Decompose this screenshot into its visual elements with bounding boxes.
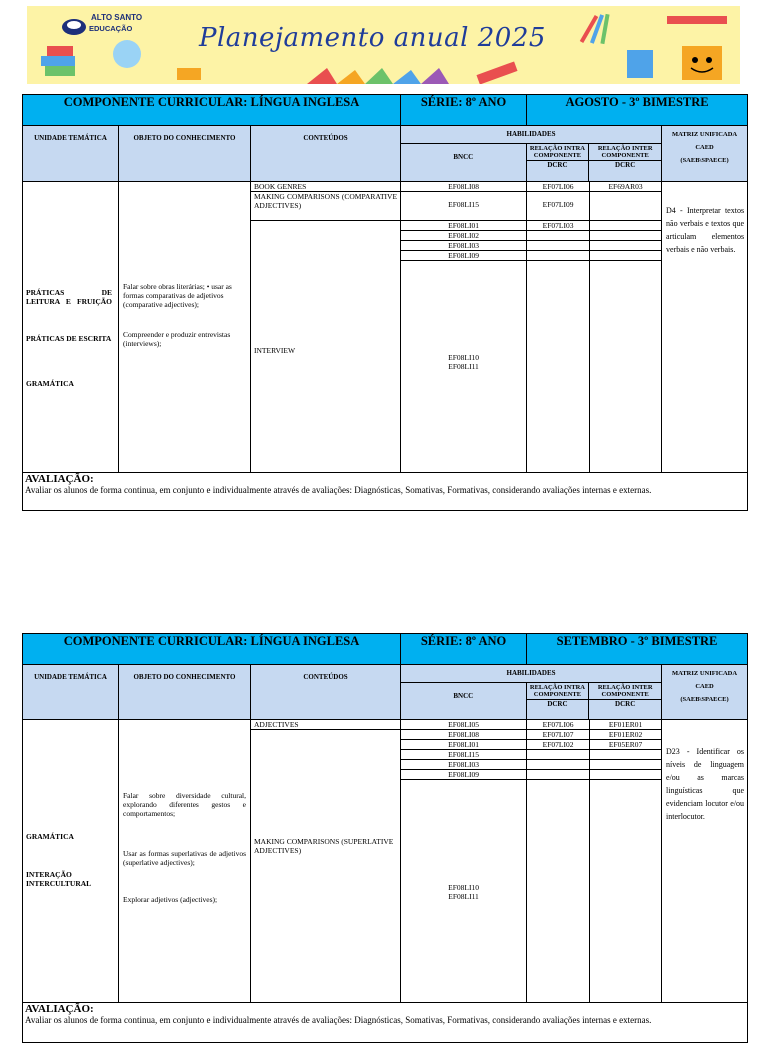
inter-1: EF01ER01 [590,720,661,730]
col-objeto-conhecimento: OBJETO DO CONHECIMENTO [119,665,251,720]
inter-label [589,683,661,719]
avaliacao-text: Avaliar os alunos de forma continua, em conjunto e individualmente através de avaliações: Diagnósticas, Somativas, Formativas, considerando avaliações internas e externas. [25,485,652,495]
conteudo-3: INTERVIEW [254,346,296,355]
intra-empty-5 [527,241,589,251]
logo-icon [61,15,87,37]
inter-3: EF05ER07 [590,740,661,750]
conteudo-1: BOOK GENRES [251,182,400,192]
col-unidade-tematica: UNIDADE TEMÁTICA [23,126,119,182]
inter-text: RELAÇÃO INTER COMPONENTE [597,684,653,698]
periodo-label: SETEMBRO - 3º BIMESTRE [527,634,748,665]
intra-empty-5 [527,760,589,770]
bncc-3: EF08LI01 [401,221,526,231]
bncc-5: EF08LI03 [401,241,526,251]
inter-cell [590,720,662,1003]
inter-dcrc: DCRC [589,699,661,708]
bncc-cell [401,182,527,473]
intra-1: EF07LI06 [527,182,589,192]
inter-empty-6 [590,770,661,780]
inter-empty-5 [590,241,661,251]
matriz-label: MATRIZ UNIFICADA [672,670,738,677]
unidade-3: GRAMÁTICA [26,379,74,388]
intra-2: EF07LI07 [527,730,589,740]
objeto-2: Compreender e produzir entrevistas (interviews); [123,330,231,348]
intra-text: RELAÇÃO INTRA COMPONENTE [529,684,585,698]
col-matriz-caed [662,665,748,720]
inter-dcrc: DCRC [589,160,661,169]
caed-label: CAED [695,683,714,690]
bncc-extra: EF08LI10 EF08LI11 [448,883,479,901]
periodo-label: AGOSTO - 3º BIMESTRE [527,95,748,126]
bncc-4: EF08LI15 [401,750,526,760]
bncc-cell [401,720,527,1003]
logo-line-1: ALTO SANTO [91,13,143,22]
intra-cell [527,182,590,473]
avaliacao-text: Avaliar os alunos de forma continua, em conjunto e individualmente através de avaliações: Diagnósticas, Somativas, Formativas, considerando avaliações internas e externas. [25,1015,652,1025]
intra-empty-6 [527,251,589,261]
col-habilidades [401,126,662,182]
conteudo-2: MAKING COMPARISONS (COMPARATIVE ADJECTIVES) [251,192,400,221]
intra-1: EF07LI06 [527,720,589,730]
col-conteudos: CONTEÚDOS [251,126,401,182]
objeto-1: Falar sobre obras literárias; • usar as formas comparativas de adjetivos (comparative adjectives); [123,282,232,309]
avaliacao-cell [23,473,748,511]
bncc-6: EF08LI09 [401,251,526,261]
intra-dcrc: DCRC [527,160,589,169]
col-objeto-conhecimento: OBJETO DO CONHECIMENTO [119,126,251,182]
bncc-extra: EF08LI10 EF08LI11 [448,353,479,371]
matriz-label: MATRIZ UNIFICADA [672,131,738,138]
intra-dcrc: DCRC [527,699,589,708]
bncc-3: EF08LI01 [401,740,526,750]
inter-label [589,144,661,181]
unidades-tematicas-cell [23,182,119,473]
bncc-5: EF08LI03 [401,760,526,770]
caed-cell [662,182,748,473]
alto-santo-logo [61,13,141,41]
objeto-1: Falar sobre diversidade cultural, explorando diferentes gestos e comportamentos; [123,791,246,818]
intra-2: EF07LI09 [527,192,589,221]
intra-3: EF07LI02 [527,740,589,750]
col-conteudos: CONTEÚDOS [251,665,401,720]
componente-curricular: COMPONENTE CURRICULAR: LÍNGUA INGLESA [23,95,401,126]
bncc-2: EF08LI15 [401,192,526,221]
col-matriz-caed [662,126,748,182]
intra-empty-4 [527,750,589,760]
bncc-label: BNCC [401,683,527,719]
objeto-conhecimento-cell [119,182,251,473]
bncc-label: BNCC [401,144,527,181]
objeto-3: Explorar adjetivos (adjectives); [123,895,218,904]
inter-empty-4 [590,750,661,760]
componente-curricular: COMPONENTE CURRICULAR: LÍNGUA INGLESA [23,634,401,665]
plan-table-setembro [22,633,747,1043]
unidades-tematicas-cell [23,720,119,1003]
plan-table-agosto [22,94,747,511]
unidade-1: PRÁTICAS DE LEITURA E FRUIÇÃO [26,288,112,306]
avaliacao-title: AVALIAÇÃO: [25,1003,94,1015]
unidade-2: PRÁTICAS DE ESCRITA [26,334,112,343]
inter-2: EF01ER02 [590,730,661,740]
habilidades-label: HABILIDADES [401,126,661,144]
saeb-label: (SAEB\SPAECE) [680,696,729,703]
conteudo-2: MAKING COMPARISONS (SUPERLATIVE ADJECTIVES) [254,837,394,855]
intra-3: EF07LI03 [527,221,589,231]
inter-empty-3 [590,221,661,231]
intra-empty-4 [527,231,589,241]
habilidades-label: HABILIDADES [401,665,661,683]
bncc-1: EF08LI05 [401,720,526,730]
intra-empty-6 [527,770,589,780]
caed-label: CAED [695,144,714,151]
banner-title: Planejamento anual 2025 [199,23,546,53]
inter-empty-4 [590,231,661,241]
objeto-conhecimento-cell [119,720,251,1003]
header-banner [27,6,740,84]
inter-cell [590,182,662,473]
unidade-2: INTERAÇÃO INTERCULTURAL [26,870,92,888]
inter-text: RELAÇÃO INTER COMPONENTE [597,145,653,159]
col-unidade-tematica: UNIDADE TEMÁTICA [23,665,119,720]
caed-descriptor: D23 - Identificar os níveis de linguagem e/ou as marcas linguísticas que evidenciam locutor e/ou interlocutor. [666,747,745,821]
conteudos-cell [251,182,401,473]
caed-descriptor: D4 - Interpretar textos não verbais e textos que articulam elementos verbais e não verbais. [666,206,745,254]
bncc-4: EF08LI02 [401,231,526,241]
intra-label [527,683,590,719]
conteudos-cell [251,720,401,1003]
objeto-2: Usar as formas superlativas de adjetivos (superlative adjectives); [123,849,246,867]
inter-1: EF69AR03 [590,182,661,192]
avaliacao-title: AVALIAÇÃO: [25,473,94,485]
bncc-1: EF08LI08 [401,182,526,192]
caed-cell [662,720,748,1003]
saeb-label: (SAEB\SPAECE) [680,157,729,164]
unidade-1: GRAMÁTICA [26,832,74,841]
bncc-6: EF08LI09 [401,770,526,780]
serie-label: SÉRIE: 8º ANO [401,634,527,665]
inter-empty-2 [590,192,661,221]
conteudo-1: ADJECTIVES [251,720,400,730]
avaliacao-cell [23,1003,748,1043]
inter-empty-5 [590,760,661,770]
bncc-2: EF08LI08 [401,730,526,740]
intra-text: RELAÇÃO INTRA COMPONENTE [529,145,585,159]
serie-label: SÉRIE: 8º ANO [401,95,527,126]
inter-empty-6 [590,251,661,261]
intra-cell [527,720,590,1003]
intra-label [527,144,590,181]
col-habilidades [401,665,662,720]
logo-line-2: EDUCAÇÃO [89,24,133,33]
